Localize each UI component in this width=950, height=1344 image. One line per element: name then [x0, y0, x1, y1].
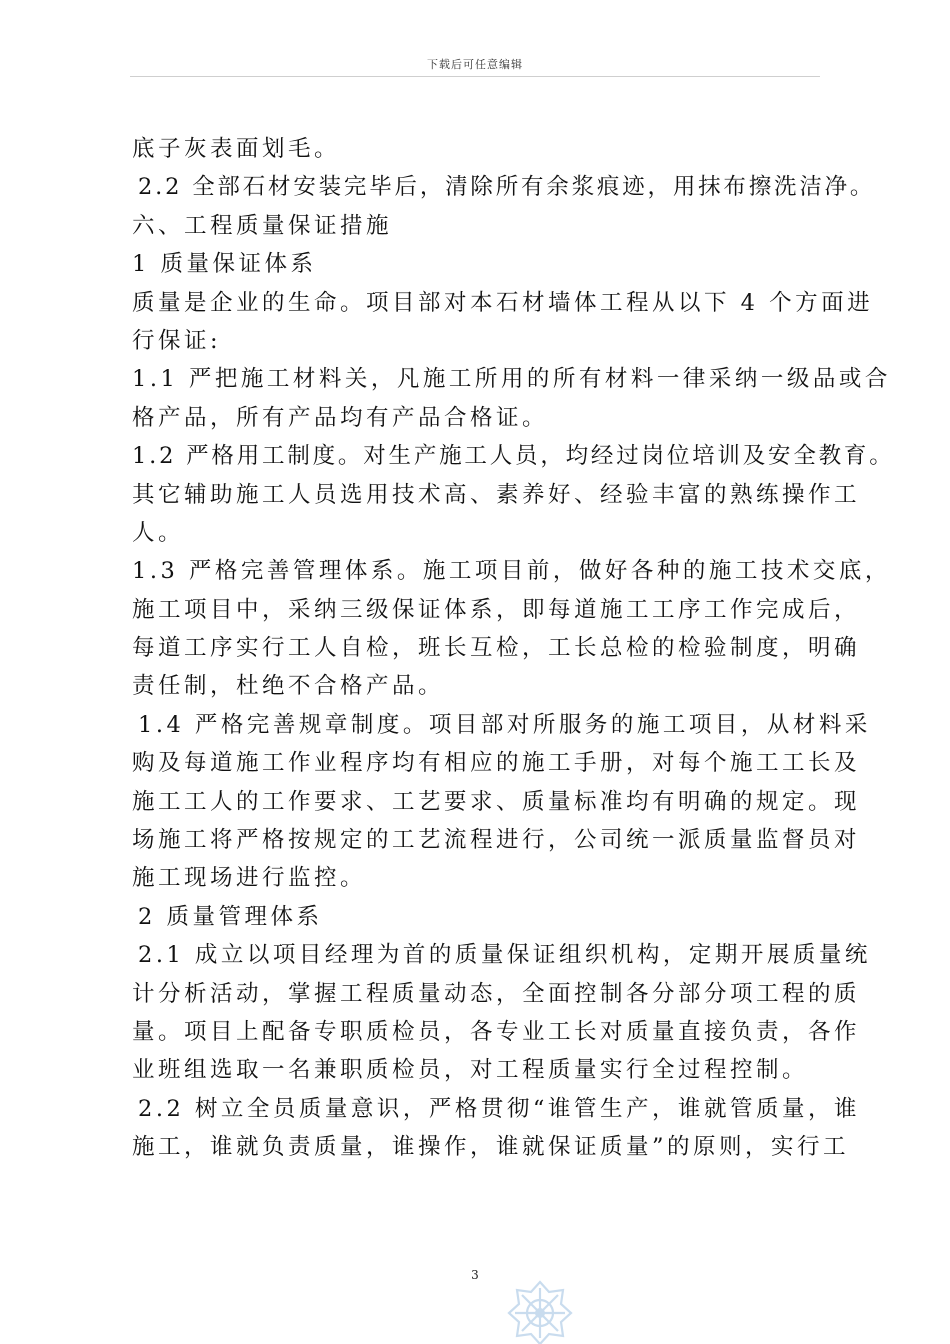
- text-line: 人。: [132, 519, 185, 546]
- text-line: 格产品，所有产品均有产品合格证。: [132, 404, 549, 431]
- text-line: 责任制，杜绝不合格产品。: [132, 673, 445, 700]
- text-line: 质量是企业的生命。项目部对本石材墙体工程从以下 4 个方面进: [132, 289, 874, 316]
- text-line: 施工现场进行监控。: [132, 865, 367, 892]
- text-line: 量。项目上配备专职质检员，各专业工长对质量直接负责，各作: [132, 1018, 861, 1045]
- text-line: 行保证:: [132, 327, 222, 354]
- text-line: 场施工将严格按规定的工艺流程进行，公司统一派质量监督员对: [132, 827, 861, 854]
- snowflake-logo-icon: [505, 1278, 575, 1344]
- text-line: 施工项目中，采纳三级保证体系，即每道施工工序工作完成后，: [132, 596, 861, 623]
- page-number: 3: [471, 1268, 479, 1282]
- text-line: 计分析活动，掌握工程质量动态，全面控制各分部分项工程的质: [132, 980, 861, 1007]
- text-line: 2.1 成立以项目经理为首的质量保证组织机构，定期开展质量统: [138, 942, 871, 969]
- header-divider: [130, 76, 820, 77]
- text-line: 业班组选取一名兼职质检员，对工程质量实行全过程控制。: [132, 1057, 809, 1084]
- text-line: 1.1 严把施工材料关，凡施工所用的所有材料一律采纳一级品或合: [132, 366, 891, 393]
- text-line: 1.4 严格完善规章制度。项目部对所服务的施工项目，从材料采: [138, 711, 871, 738]
- subsection-heading: 1 质量保证体系: [132, 251, 317, 278]
- text-line: 每道工序实行工人自检，班长互检，工长总检的检验制度，明确: [132, 635, 861, 662]
- section-heading: 六、工程质量保证措施: [132, 212, 393, 239]
- text-line: 2.2 全部石材安装完毕后，清除所有余浆痕迹，用抹布擦洗洁净。: [138, 174, 876, 201]
- text-line: 1.3 严格完善管理体系。施工项目前，做好各种的施工技术交底，: [132, 558, 891, 585]
- text-line: 施工，谁就负责质量，谁操作，谁就保证质量”的原则，实行工: [132, 1134, 850, 1161]
- text-line: 其它辅助施工人员选用技术高、素养好、经验丰富的熟练操作工: [132, 481, 861, 508]
- text-line: 购及每道施工作业程序均有相应的施工手册，对每个施工工长及: [132, 750, 861, 777]
- page-header: 下载后可任意编辑: [427, 58, 523, 71]
- text-line: 2.2 树立全员质量意识，严格贯彻“谁管生产，谁就管质量，谁: [138, 1095, 860, 1122]
- subsection-heading: 2 质量管理体系: [138, 903, 323, 930]
- text-line: 底子灰表面划毛。: [132, 136, 341, 162]
- text-line: 1.2 严格用工制度。对生产施工人员，均经过岗位培训及安全教育。: [132, 443, 895, 470]
- text-line: 施工工人的工作要求、工艺要求、质量标准均有明确的规定。现: [132, 788, 861, 815]
- document-body: [132, 130, 895, 1167]
